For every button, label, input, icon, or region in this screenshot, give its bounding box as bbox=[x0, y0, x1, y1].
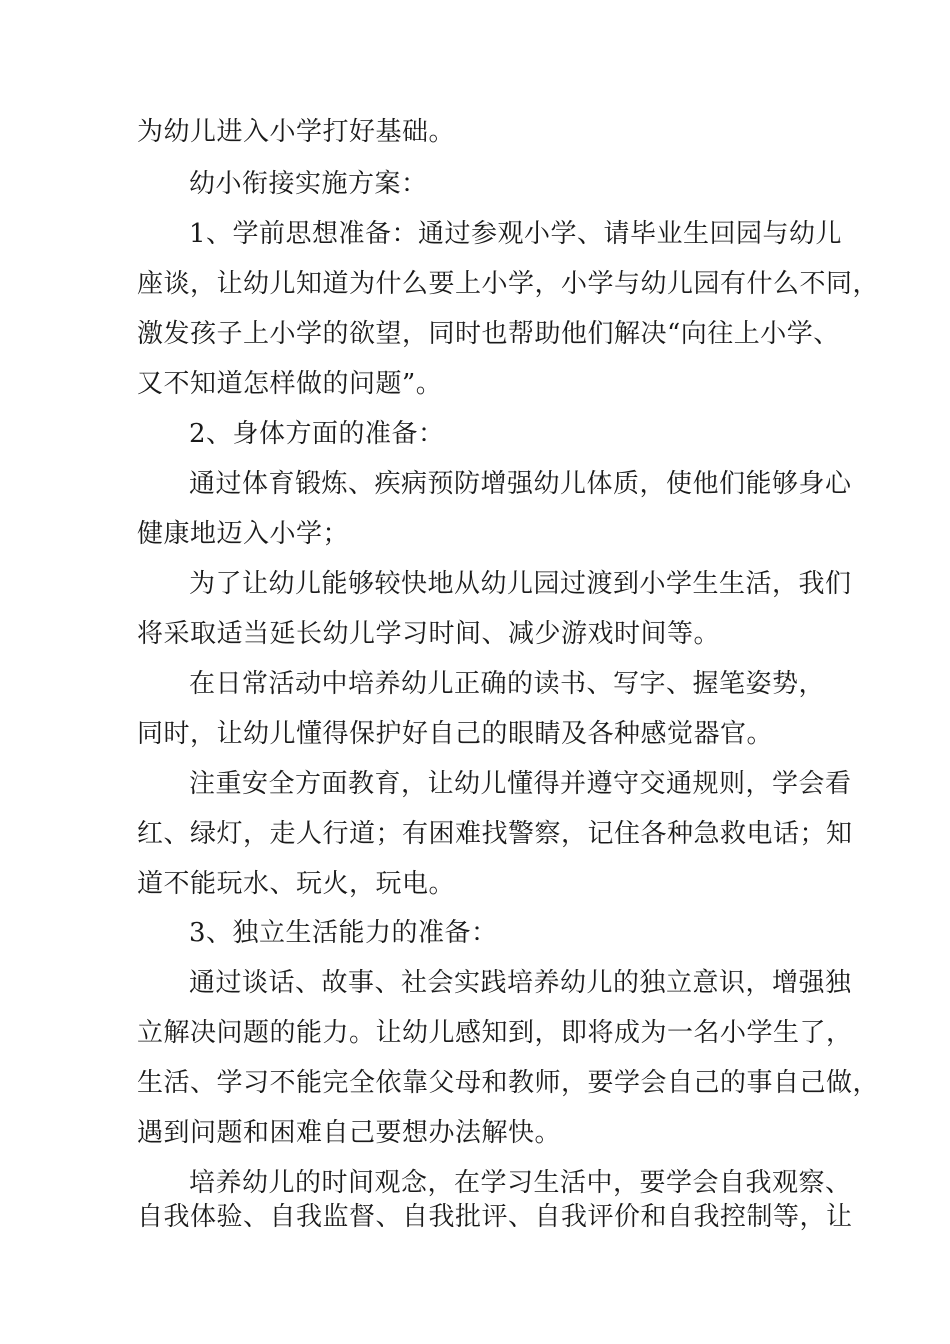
text-line: 通过谈话、故事、社会实践培养幼儿的独立意识，增强独 bbox=[189, 968, 852, 998]
text-line: 遇到问题和困难自己要想办法解快。 bbox=[137, 1118, 562, 1148]
text-line: 道不能玩水、玩火，玩电。 bbox=[137, 869, 456, 899]
text-line: 注重安全方面教育，让幼儿懂得并遵守交通规则，学会看 bbox=[189, 769, 852, 799]
text-line: 生活、学习不能完全依靠父母和教师，要学会自己的事自己做， bbox=[137, 1068, 880, 1098]
text-line: 健康地迈入小学； bbox=[137, 519, 350, 549]
text-line: 1、学前思想准备：通过参观小学、请毕业生回园与幼儿 bbox=[189, 219, 843, 249]
section-heading: 2、身体方面的准备： bbox=[189, 419, 445, 449]
text-line: 自我体验、自我监督、自我批评、自我评价和自我控制等，让 bbox=[137, 1202, 853, 1232]
text-line: 通过体育锻炼、疾病预防增强幼儿体质，使他们能够身心 bbox=[189, 469, 852, 499]
text-line: 红、绿灯，走人行道；有困难找警察，记住各种急救电话；知 bbox=[137, 819, 853, 849]
text-line: 同时，让幼儿懂得保护好自己的眼睛及各种感觉器官。 bbox=[137, 719, 774, 749]
text-line: 激发孩子上小学的欲望，同时也帮助他们解决“向往上小学、 bbox=[137, 319, 840, 349]
text-line: 又不知道怎样做的问题”。 bbox=[137, 369, 443, 399]
section-heading: 3、独立生活能力的准备： bbox=[189, 918, 498, 948]
text-line: 座谈，让幼儿知道为什么要上小学，小学与幼儿园有什么不同， bbox=[137, 269, 880, 299]
text-line: 为幼儿进入小学打好基础。 bbox=[137, 117, 456, 147]
text-line: 立解决问题的能力。让幼儿感知到，即将成为一名小学生了， bbox=[137, 1018, 853, 1048]
text-line: 将采取适当延长幼儿学习时间、减少游戏时间等。 bbox=[137, 619, 721, 649]
text-line: 培养幼儿的时间观念，在学习生活中，要学会自我观察、 bbox=[189, 1168, 852, 1198]
section-heading: 幼小衔接实施方案： bbox=[189, 169, 428, 199]
text-line: 为了让幼儿能够较快地从幼儿园过渡到小学生生活，我们 bbox=[189, 569, 852, 599]
text-line: 在日常活动中培养幼儿正确的读书、写字、握笔姿势， bbox=[189, 669, 826, 699]
